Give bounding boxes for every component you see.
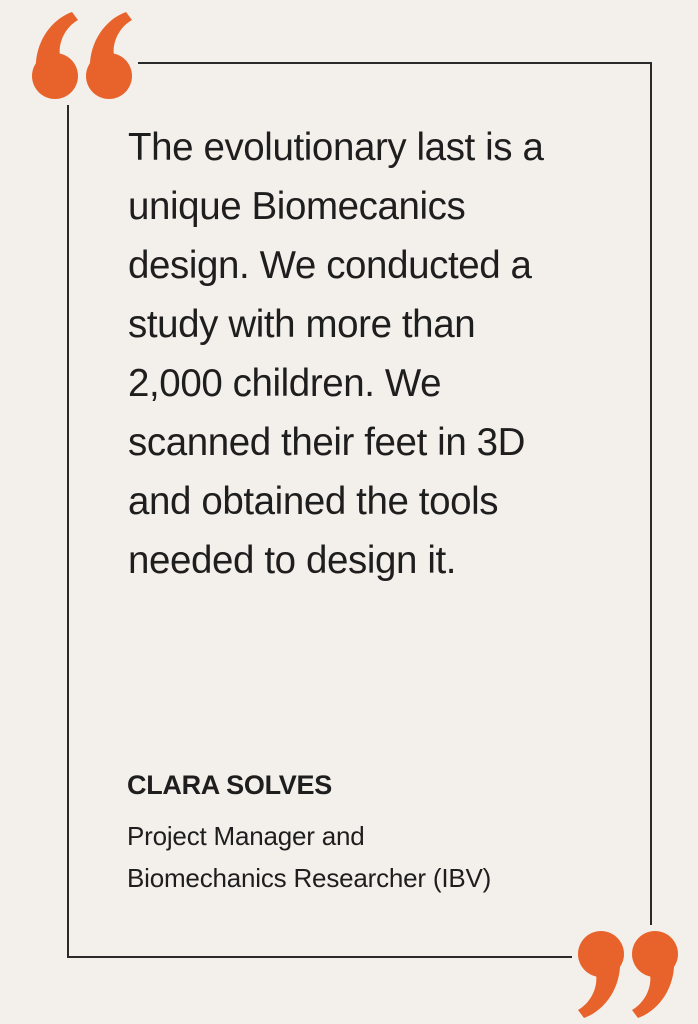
open-quote-icon bbox=[28, 10, 138, 105]
quote-text: The evolutionary last is a unique Biomecanics design. We conducted a study with more than 2,000 children. We scanned their feet in 3D and obtained the tools needed to design it. bbox=[128, 126, 544, 582]
author-role: Project Manager and Biomechanics Researcher (IBV) bbox=[127, 821, 492, 893]
close-quote-icon bbox=[572, 925, 682, 1020]
author-name: CLARA SOLVES bbox=[127, 770, 332, 800]
